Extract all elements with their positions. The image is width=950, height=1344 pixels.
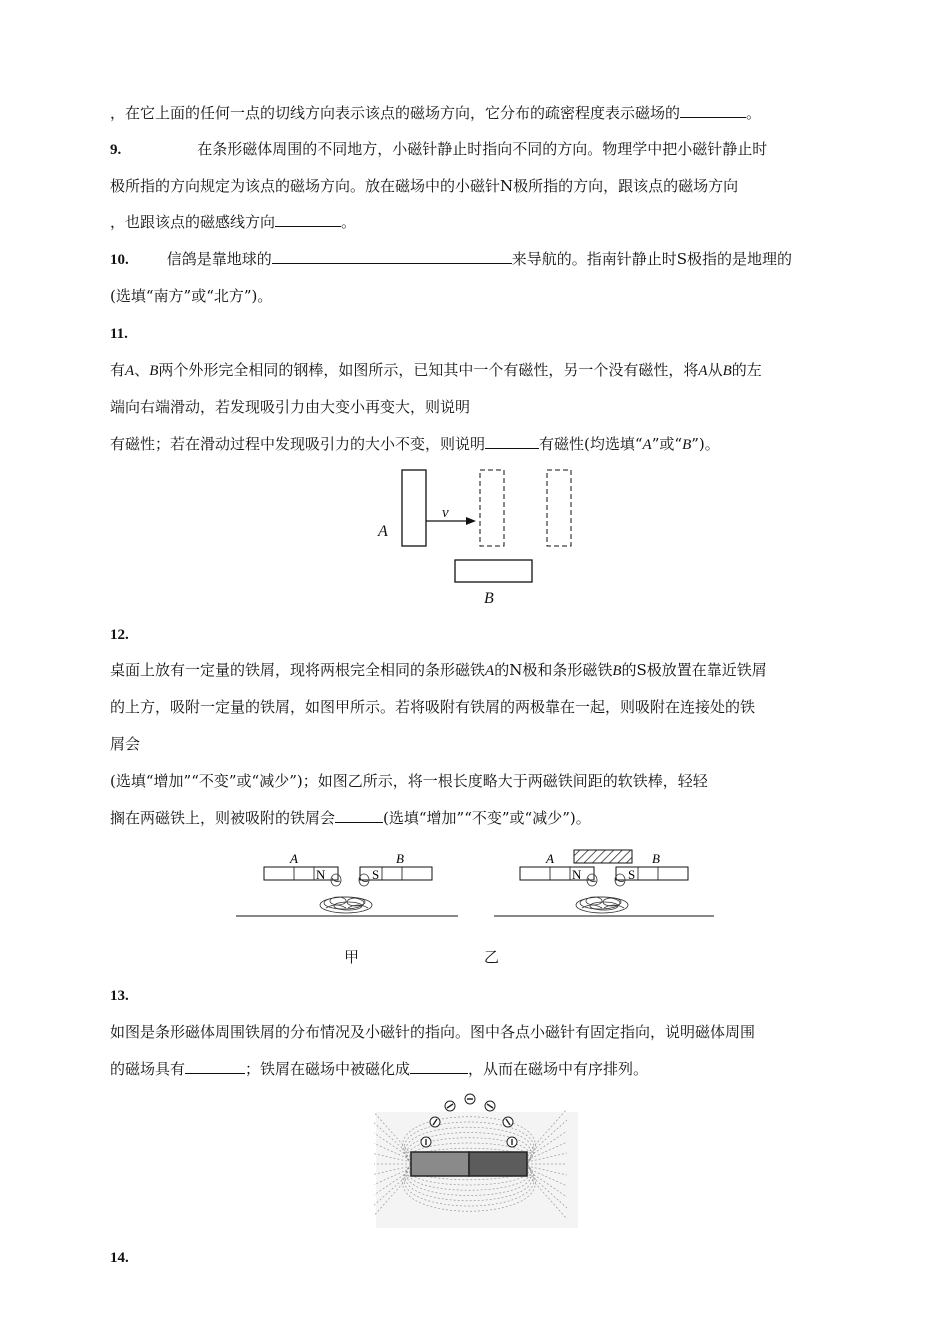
- question-11-line3: [110, 434, 720, 455]
- label-n: N: [572, 867, 582, 882]
- question-12-line5: [110, 808, 591, 828]
- var-a: A: [642, 437, 652, 453]
- question-10-line1: [110, 249, 792, 270]
- sentence: ”或“: [651, 435, 683, 453]
- question-13-line2: [110, 1059, 648, 1079]
- answer-blank[interactable]: [335, 808, 383, 823]
- bar-magnet-left: [411, 1152, 469, 1176]
- question-13-line1: [110, 1022, 755, 1042]
- sentence: ；铁屑在磁场中被磁化成: [245, 1060, 411, 1078]
- sentence: 、: [134, 361, 150, 379]
- question-12-number: [110, 624, 129, 645]
- var-a: A: [698, 363, 708, 379]
- label-a: A: [378, 523, 388, 540]
- bar-a-ghost-2: [547, 470, 571, 546]
- question-9-line2: [110, 176, 738, 196]
- answer-blank[interactable]: [185, 1059, 245, 1074]
- bar-a-ghost-1: [480, 470, 504, 546]
- var-a: A: [485, 663, 495, 679]
- sentence: ，从而在磁场中有序排列。: [468, 1060, 649, 1078]
- magnet-a: [264, 867, 338, 880]
- question-14-number: [110, 1247, 129, 1268]
- bar-magnet-right: [469, 1152, 527, 1176]
- bar-b: [455, 560, 532, 582]
- sentence: 有磁性(均选填“: [539, 435, 643, 453]
- sentence: 端向右端滑动，若发现吸引力由大变小再变大，则说明: [110, 398, 471, 416]
- sentence: 来导航的。指南针静止时S极指的是地理的: [511, 250, 793, 268]
- sentence: 的S极放置在靠近铁屑: [621, 661, 767, 679]
- question-number: 14.: [110, 1250, 129, 1266]
- question-number: 13.: [110, 988, 129, 1004]
- sentence: 屑会: [110, 735, 141, 753]
- sentence: 两个外形完全相同的钢棒，如图所示，已知其中一个有磁性，另一个没有磁性，将: [158, 361, 699, 379]
- caption-jia: 甲: [344, 948, 360, 966]
- answer-blank[interactable]: [485, 434, 539, 449]
- sentence: 的左: [731, 361, 762, 379]
- figure-yi: [492, 844, 716, 922]
- question-12-line2: [110, 697, 755, 717]
- question-11-number: [110, 323, 128, 344]
- var-b: B: [612, 663, 622, 679]
- label-n: N: [316, 867, 326, 882]
- question-12-line3: [110, 734, 140, 754]
- question-10-line2: [110, 286, 272, 306]
- var-a: A: [125, 363, 135, 379]
- magnet-filings-photo: [374, 1092, 580, 1232]
- magnet-a: [520, 867, 594, 880]
- sentence: (选填“增加”“不变”或“减少”)。: [383, 809, 591, 827]
- figure-jia: [236, 848, 460, 922]
- caption-yi: 乙: [484, 948, 500, 966]
- period: 。: [341, 213, 357, 231]
- text-line: [110, 103, 761, 123]
- bar-a: [402, 470, 426, 546]
- label-a: A: [290, 851, 298, 866]
- sentence: ，在它上面的任何一点的切线方向表示该点的磁场方向，它分布的疏密程度表示磁场的: [110, 104, 681, 122]
- answer-blank[interactable]: [275, 212, 341, 227]
- label-b: B: [484, 590, 494, 607]
- sentence: 的磁场具有: [110, 1060, 186, 1078]
- sentence: 的上方，吸附一定量的铁屑，如图甲所示。若将吸附有铁屑的两极靠在一起，则吸附在连接处的铁: [110, 698, 756, 716]
- sentence: ”)。: [691, 435, 720, 453]
- question-9-line1: [110, 139, 767, 160]
- sentence: ，也跟该点的磁感线方向: [110, 213, 276, 231]
- steel-bars-figure: [370, 462, 590, 612]
- var-b: B: [682, 437, 692, 453]
- sentence: 有: [110, 361, 126, 379]
- magnet-b: [616, 867, 688, 880]
- question-number: 12.: [110, 627, 129, 643]
- sentence: (选填“南方”或“北方”)。: [110, 287, 273, 305]
- answer-blank[interactable]: [680, 103, 746, 118]
- magnet-b: [360, 867, 432, 880]
- sentence: 桌面上放有一定量的铁屑，现将两根完全相同的条形磁铁: [110, 661, 486, 679]
- answer-blank[interactable]: [272, 249, 512, 264]
- question-11-line2: [110, 397, 470, 417]
- sentence: 的N极和条形磁铁: [494, 661, 613, 679]
- sentence: 在条形磁体周围的不同地方，小磁针静止时指向不同的方向。物理学中把小磁针静止时: [197, 140, 768, 158]
- question-11-line1: [110, 360, 762, 381]
- sentence: 信鸽是靠地球的: [166, 250, 272, 268]
- sentence: 有磁性；若在滑动过程中发现吸引力的大小不变，则说明: [110, 435, 486, 453]
- sentence: (选填“增加”“不变”或“减少”)；如图乙所示，将一根长度略大于两磁铁间距的软铁棒，轻轻: [110, 772, 708, 790]
- soft-iron-rod: [574, 850, 632, 863]
- answer-blank[interactable]: [410, 1059, 468, 1074]
- var-b: B: [149, 363, 159, 379]
- period: 。: [746, 104, 762, 122]
- sentence: 极所指的方向规定为该点的磁场方向。放在磁场中的小磁针N极所指的方向，跟该点的磁场方向: [110, 177, 739, 195]
- label-s: S: [628, 867, 636, 882]
- var-b: B: [722, 363, 732, 379]
- label-b: B: [396, 851, 404, 866]
- sentence: 从: [707, 361, 723, 379]
- question-13-number: [110, 985, 129, 1006]
- arrow-head: [466, 517, 476, 525]
- question-9-line3: [110, 212, 356, 232]
- label-v: v: [442, 505, 449, 521]
- sentence: 搁在两磁铁上，则被吸附的铁屑会: [110, 809, 336, 827]
- label-a: A: [546, 851, 554, 866]
- question-number: 9.: [110, 142, 122, 158]
- question-12-line4: [110, 771, 708, 791]
- question-12-line1: [110, 660, 767, 681]
- question-number: 11.: [110, 326, 128, 342]
- label-b: B: [652, 851, 660, 866]
- sentence: 如图是条形磁体周围铁屑的分布情况及小磁针的指向。图中各点小磁针有固定指向，说明磁体周围: [110, 1023, 756, 1041]
- label-s: S: [372, 867, 380, 882]
- question-number: 10.: [110, 252, 129, 268]
